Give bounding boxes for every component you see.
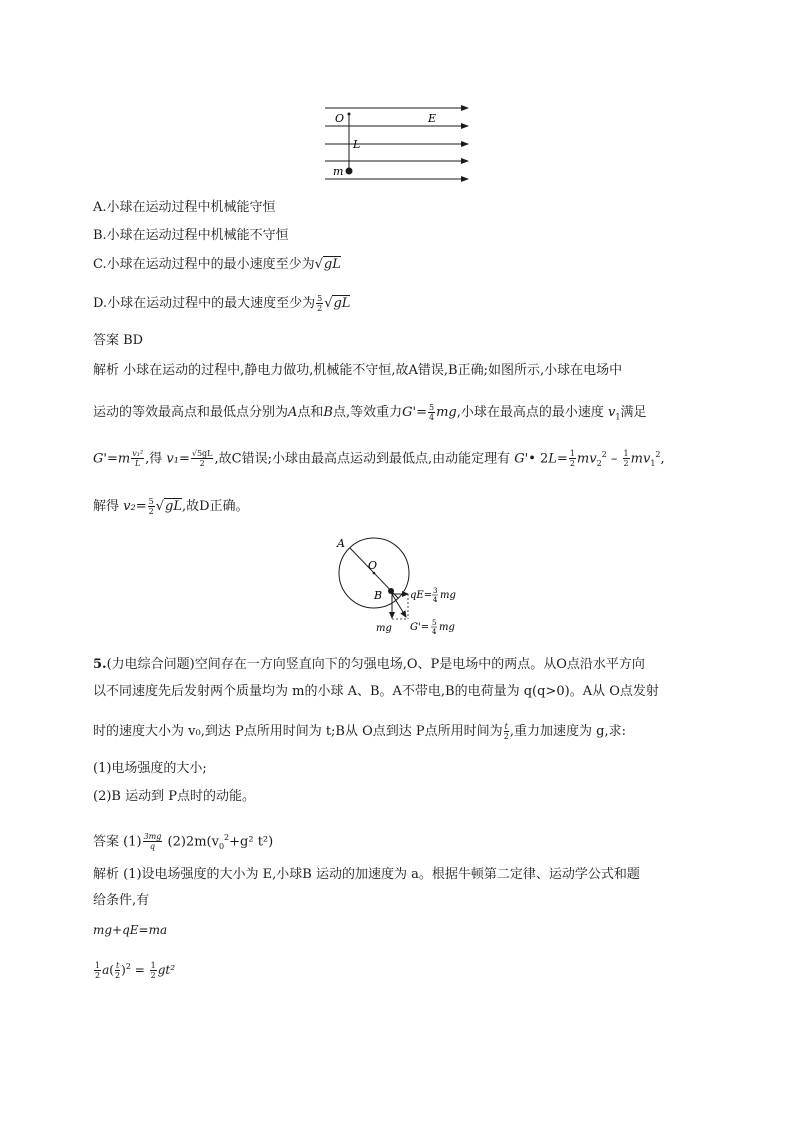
- analysis-2-line-1: 解析 (1)设电场强度的大小为 E,小球B 运动的加速度为 a。根据牛顿第二定律、运动学公式和题: [93, 867, 640, 882]
- question-number: 5.: [93, 657, 107, 672]
- label-O: O: [335, 112, 345, 125]
- analysis-2-eq-2: $\frac{1}{2}$ a( $\frac{t}{2}$ )$^2$ = $\frac{1}{2}$ gt²: [95, 961, 176, 980]
- label-B: B: [374, 589, 383, 602]
- pivot-point: [348, 113, 351, 116]
- center-dot: [373, 572, 376, 575]
- label-G: G'=: [410, 622, 430, 633]
- analysis-2-eq-1: mg+qE=ma: [93, 923, 168, 937]
- label-G-den: 4: [432, 628, 437, 636]
- field-diagram: [320, 100, 480, 190]
- force-diagram: [330, 535, 470, 643]
- analysis-2-line-2: 给条件,有: [93, 893, 150, 908]
- label-G-mg: mg: [439, 622, 455, 633]
- analysis-1-line-1: 解析 小球在运动的过程中,静电力做功,机械能不守恒,故A错误,B正确;如图所示,小球在电场中: [93, 363, 623, 378]
- question-5-sub-1: (1)电场强度的大小;: [93, 761, 207, 776]
- option-c-text: C.小球在运动过程中的最小速度至少为: [93, 257, 315, 272]
- label-G-num: 5: [432, 619, 437, 627]
- option-b: B.小球在运动过程中机械能不守恒: [93, 228, 289, 243]
- analysis-1-line-3: G'=m $\frac{\text{v₁²}}{L}$ ,得 v₁= $\frac{√5gL}{2}$ ,故C错误;小球由最高点运动到最低点,由动能定理有 G'• 2L= $\frac{1}{2}$ $mv_2^2$ – $\frac{1}{2}$ $mv_1^2$,: [93, 449, 665, 469]
- question-5-line-2: 以不同速度先后发射两个质量均为 m的小球 A、B。A不带电,B的电荷量为 q(q>0)。A从 O点发射: [93, 684, 659, 699]
- label-mg: mg: [376, 623, 392, 634]
- option-a: A.小球在运动过程中机械能守恒: [93, 200, 276, 215]
- answer-1: 答案 BD: [93, 333, 144, 348]
- option-d-sqrt: gL: [333, 296, 351, 311]
- ball-B: [388, 588, 394, 594]
- option-d-den: 2: [317, 304, 323, 313]
- label-m: m: [333, 165, 344, 178]
- option-c-sqrt: gL: [323, 257, 341, 272]
- label-qE: qE=: [410, 590, 433, 601]
- label-qE-num: 3: [433, 587, 438, 595]
- option-d: D.小球在运动过程中的最大速度至少为 $\frac{5}{2}$ √gL: [93, 294, 351, 313]
- option-d-text: D.小球在运动过程中的最大速度至少为: [93, 296, 316, 311]
- label-qE-mg: mg: [440, 590, 456, 601]
- pendulum-ball: [346, 168, 353, 175]
- question-5-sub-2: (2)B 运动到 P点时的动能。: [93, 789, 255, 804]
- option-c: C.小球在运动过程中的最小速度至少为√gL: [93, 257, 341, 272]
- label-E: E: [428, 112, 437, 125]
- question-5-line-1: 5.(力电综合问题)空间存在一方向竖直向下的匀强电场,O、P是电场中的两点。从O点沿水平方向: [93, 657, 645, 672]
- analysis-1-line-4: 解得 v₂= $\frac{5}{2}$ √gL,故D正确。: [93, 497, 249, 516]
- label-A: A: [337, 537, 345, 550]
- option-d-num: 5: [317, 294, 323, 303]
- question-5-line-3: 时的速度大小为 v₀,到达 P点所用时间为 t;B从 O点到达 P点所用时间为 $\frac{t}{2}$ ,重力加速度为 g,求:: [93, 722, 626, 741]
- label-L: L: [353, 138, 361, 151]
- analysis-1-line-2: 运动的等效最高点和最低点分别为A点和B点,等效重力G'= $\frac{5}{4}$ mg,小球在最高点的最小速度 $v_1$满足: [93, 403, 647, 422]
- label-qE-den: 4: [433, 596, 438, 604]
- label-O2: O: [368, 559, 378, 572]
- answer-2: 答案 (1) $\frac{3mg}{q}$ $(2)2m(v_0^2+g^2$ t²): [93, 832, 274, 852]
